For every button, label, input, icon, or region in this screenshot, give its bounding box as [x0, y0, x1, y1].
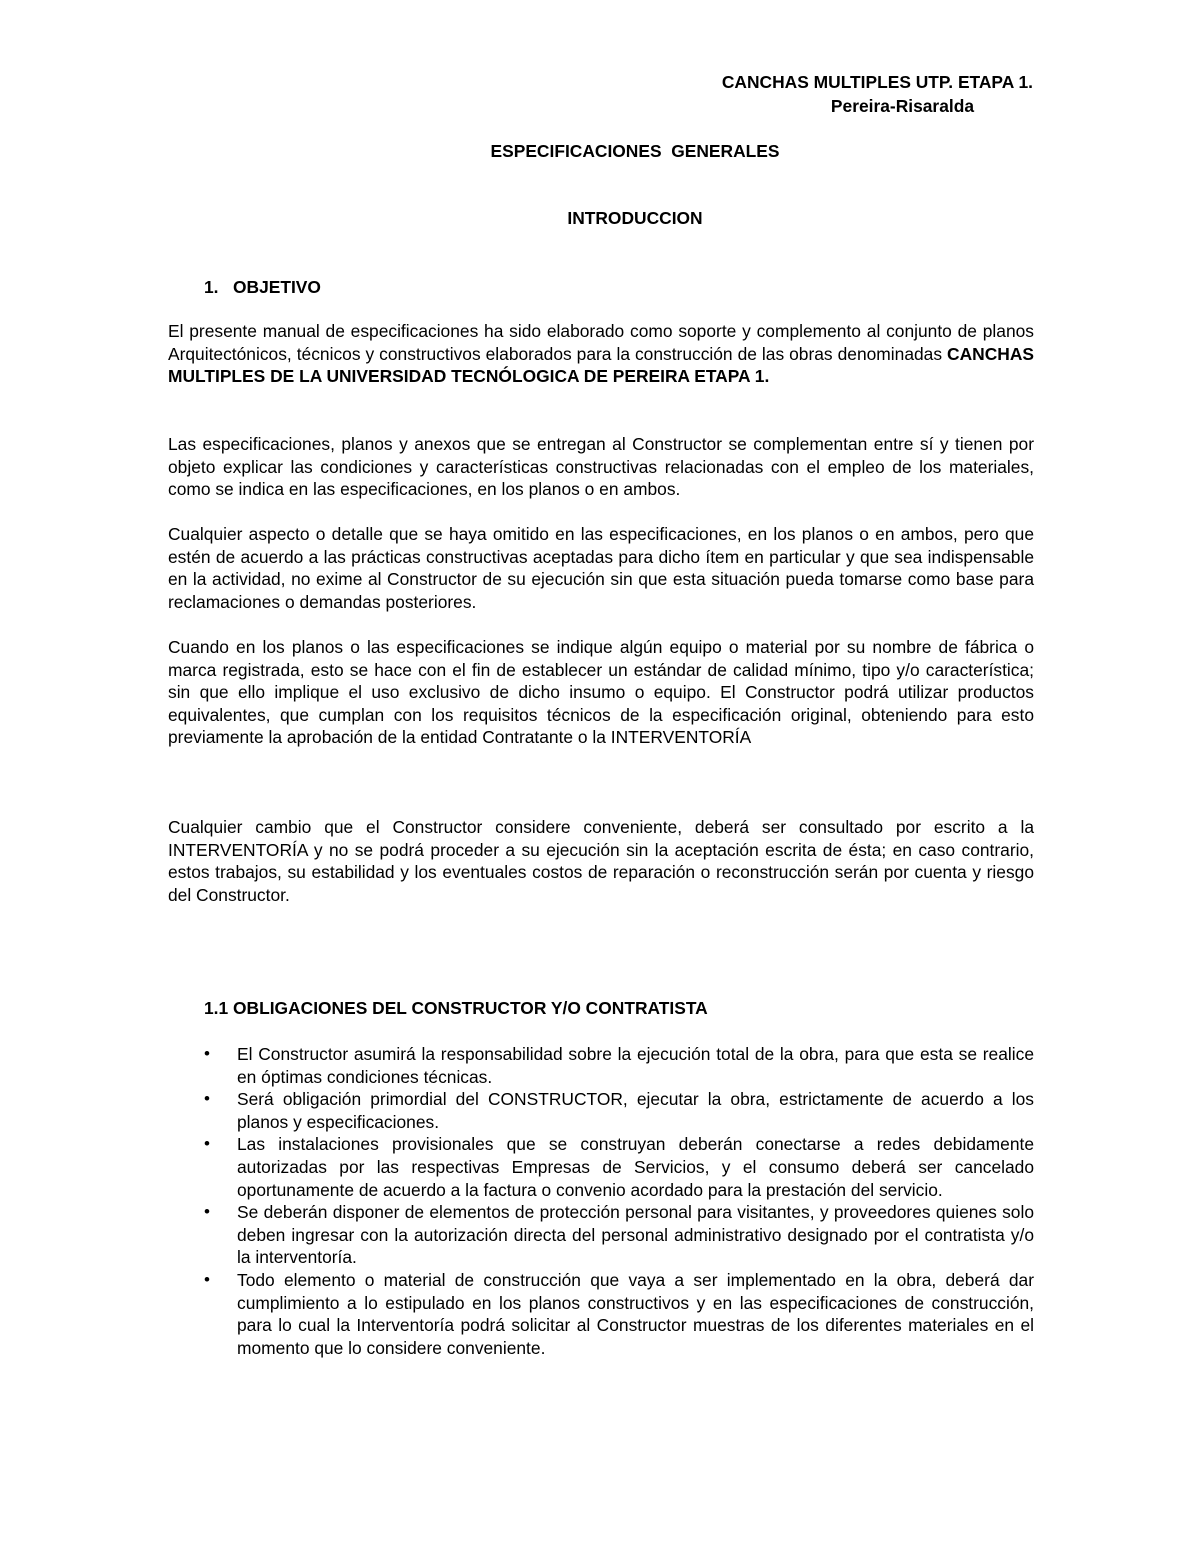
- paragraph-objetivo-4: Cuando en los planos o las especificaciones se indique algún equipo o material por su nombre de fábrica o marca registrada, esto se hace con el fin de establecer un estándar de calidad mínimo, tipo y/o característica; sin que ello implique el uso exclusivo de dicho insumo o equipo. El Constructor podrá utilizar productos equivalentes, que cumplan con los requisitos técnicos de la especificación original, obteniendo para esto previamente la aprobación de la entidad Contratante o la INTERVENTORÍA: [168, 637, 1034, 748]
- list-item: [168, 1133, 1034, 1201]
- paragraph-objetivo-1-project-name: CANCHAS MULTIPLES DE LA UNIVERSIDAD TECNÓLOGICA DE PEREIRA ETAPA 1.: [168, 343, 1034, 387]
- paragraph-objetivo-5: Cualquier cambio que el Constructor considere conveniente, deberá ser consultado por escrito a la INTERVENTORÍA y no se podrá proceder a su ejecución sin la aceptación escrita de ésta; en caso contrario, estos trabajos, su estabilidad y los eventuales costos de reparación o reconstrucción serán por cuenta y riesgo del Constructor.: [168, 817, 1034, 905]
- header-project-title: CANCHAS MULTIPLES UTP. ETAPA 1.: [721, 72, 1033, 92]
- paragraph-objetivo-3: Cualquier aspecto o detalle que se haya omitido en las especificaciones, en los planos o en ambos, pero que estén de acuerdo a las prácticas constructivas aceptadas para dicho ítem en particular y que sea indispensable en la actividad, no exime al Constructor de su ejecución sin que esta situación pueda tomarse como base para reclamaciones o demandas posteriores.: [168, 524, 1034, 612]
- list-item-text: El Constructor asumirá la responsabilidad sobre la ejecución total de la obra, para que esta se realice en óptimas condiciones técnicas.: [237, 1044, 1034, 1087]
- paragraph-objetivo-1: [168, 320, 1034, 388]
- list-item-text: Se deberán disponer de elementos de protección personal para visitantes, y proveedores quienes solo deben ingresar con la autorización directa del personal administrativo designado por el contratista y/o la interventoría.: [237, 1202, 1034, 1268]
- list-item: [168, 1088, 1034, 1133]
- page-header: [620, 70, 1033, 118]
- header-location: Pereira-Risaralda: [830, 96, 974, 116]
- heading-obligaciones: 1.1 OBLIGACIONES DEL CONSTRUCTOR Y/O CONTRATISTA: [204, 998, 708, 1018]
- bullet-icon: •: [204, 1134, 210, 1154]
- list-item: [168, 1043, 1034, 1088]
- obligaciones-list: [168, 1043, 1034, 1359]
- paragraph-objetivo-1-text: El presente manual de especificaciones ha sido elaborado como soporte y complemento al conjunto de planos Arquitectónicos, técnicos y constructivos elaborados para la construcción de las obras denominadas: [168, 321, 1034, 364]
- paragraph-objetivo-2: Las especificaciones, planos y anexos que se entregan al Constructor se complementan entre sí y tienen por objeto explicar las condiciones y características constructivas relacionadas con el empleo de los materiales, como se indica en las especificaciones, en los planos o en ambos.: [168, 434, 1034, 500]
- list-item: [168, 1269, 1034, 1359]
- list-item-text: Será obligación primordial del CONSTRUCTOR, ejecutar la obra, estrictamente de acuerdo a los planos y especificaciones.: [237, 1089, 1034, 1132]
- bullet-icon: •: [204, 1044, 210, 1063]
- list-item: [168, 1201, 1034, 1269]
- document-title: ESPECIFICACIONES GENERALES: [490, 141, 780, 161]
- list-item-text: Todo elemento o material de construcción que vaya a ser implementado en la obra, deberá dar cumplimiento a lo estipulado en los planos constructivos y en las especificaciones de construcción, para lo cual la Interventoría podrá solicitar al Constructor muestras de los diferentes materiales en el momento que lo considere conveniente.: [237, 1269, 1034, 1358]
- bullet-icon: •: [204, 1269, 210, 1289]
- heading-objetivo: 1. OBJETIVO: [204, 277, 321, 297]
- list-item-text: Las instalaciones provisionales que se construyan deberán conectarse a redes debidamente autorizadas por las respectivas Empresas de Servicios, y el consumo deberá ser cancelado oportunamente de acuerdo a la factura o convenio acordado para la prestación del servicio.: [237, 1134, 1034, 1200]
- bullet-icon: •: [204, 1089, 210, 1109]
- bullet-icon: •: [204, 1202, 210, 1222]
- section-title-introduccion: INTRODUCCION: [567, 208, 703, 228]
